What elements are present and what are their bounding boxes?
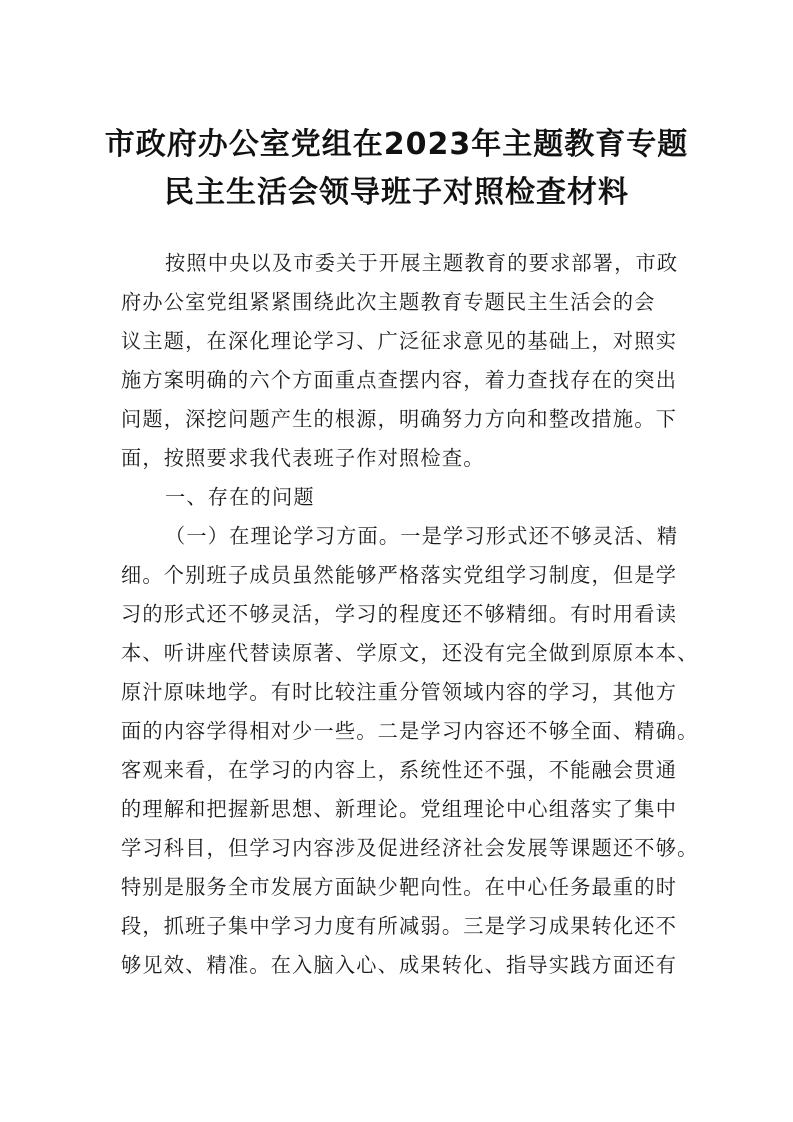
- section-heading: 一、存在的问题: [165, 485, 315, 509]
- paragraph-theory-line: 习的形式还不够灵活，学习的程度还不够精细。有时用看读: [121, 602, 678, 626]
- paragraph-theory-line: 本、听讲座代替读原著、学原文，还没有完全做到原原本本、: [121, 641, 699, 665]
- paragraph-theory-line: 细。个别班子成员虽然能够严格落实党组学习制度，但是学: [121, 563, 678, 587]
- paragraph-theory-line: 的理解和把握新思想、新理论。党组理论中心组落实了集中: [121, 797, 678, 821]
- paragraph-theory-line: 特别是服务全市发展方面缺少靶向性。在中心任务最重的时: [121, 875, 678, 899]
- paragraph-intro-line: 议主题，在深化理论学习、广泛征求意见的基础上，对照实: [121, 329, 678, 353]
- paragraph-intro-line: 面，按照要求我代表班子作对照检查。: [121, 446, 485, 470]
- paragraph-theory-line: 段，抓班子集中学习力度有所减弱。三是学习成果转化还不: [121, 914, 678, 938]
- paragraph-intro-line: 问题，深挖问题产生的根源，明确努力方向和整改措施。下: [121, 407, 678, 431]
- document-title-line-1: 市政府办公室党组在2023年主题教育专题: [104, 127, 689, 162]
- paragraph-intro-line: 施方案明确的六个方面重点查摆内容，着力查找存在的突出: [121, 368, 678, 392]
- paragraph-theory-line: （一）在理论学习方面。一是学习形式还不够灵活、精: [165, 524, 679, 548]
- paragraph-theory-line: 学习科目，但学习内容涉及促进经济社会发展等课题还不够。: [121, 836, 699, 860]
- paragraph-intro-line: 府办公室党组紧紧围绕此次主题教育专题民主生活会的会: [121, 290, 656, 314]
- paragraph-theory-line: 够见效、精准。在入脑入心、成果转化、指导实践方面还有: [121, 953, 678, 977]
- document-body: [121, 244, 699, 985]
- paragraph-theory-line: 面的内容学得相对少一些。二是学习内容还不够全面、精确。: [121, 719, 699, 743]
- paragraph-intro-line: 按照中央以及市委关于开展主题教育的要求部署，市政: [165, 251, 679, 275]
- paragraph-theory-line: 原汁原味地学。有时比较注重分管领域内容的学习，其他方: [121, 680, 678, 704]
- paragraph-theory-line: 客观来看，在学习的内容上，系统性还不强，不能融会贯通: [121, 758, 678, 782]
- document-title-line-2: 民主生活会领导班子对照检查材料: [164, 175, 629, 210]
